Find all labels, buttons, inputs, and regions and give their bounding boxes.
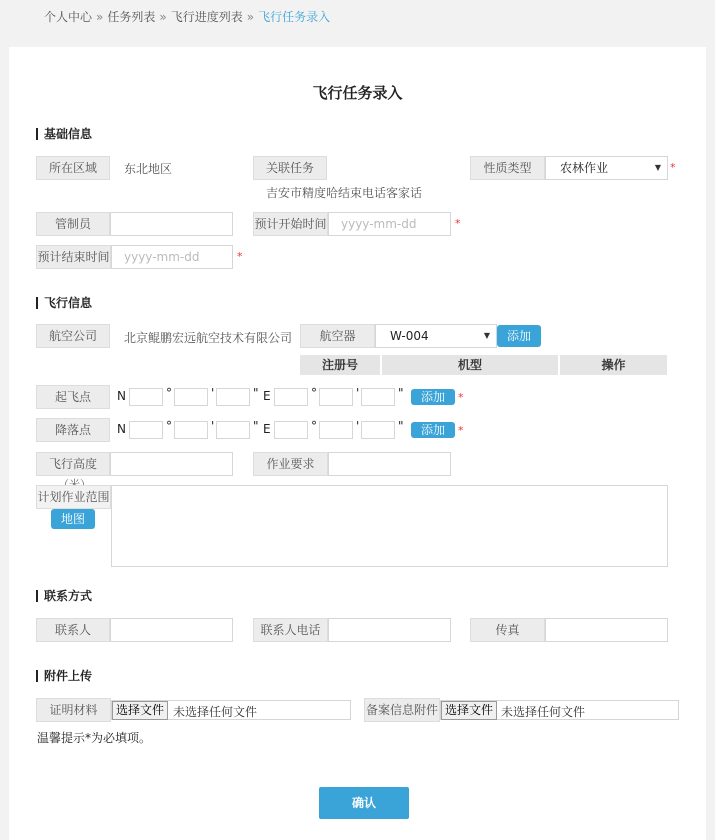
table-header-model: 机型 xyxy=(382,355,558,375)
takeoff-lon-second-input[interactable] xyxy=(361,388,395,406)
takeoff-lat-minute-input[interactable] xyxy=(174,388,208,406)
landing-lon-second-input[interactable] xyxy=(361,421,395,439)
east-label: E xyxy=(263,422,271,436)
contact-phone-label: 联系人电话 xyxy=(253,618,328,642)
fax-input[interactable] xyxy=(545,618,668,642)
aircraft-label: 航空器 xyxy=(300,324,375,348)
breadcrumb-separator: » xyxy=(246,10,255,24)
planned-range-label: 计划作业范围 xyxy=(36,485,111,509)
landing-lon-degree-input[interactable] xyxy=(274,421,308,439)
record-label: 备案信息附件 xyxy=(364,698,440,722)
degree-symbol: ° xyxy=(311,386,317,400)
aircraft-value: W-004 xyxy=(390,329,429,343)
required-mark: * xyxy=(455,217,461,230)
takeoff-lat-second-input[interactable] xyxy=(216,388,250,406)
breadcrumb-flight-progress-list[interactable]: 飞行进度列表 xyxy=(170,10,243,24)
takeoff-label: 起飞点 xyxy=(36,385,110,409)
confirm-button[interactable]: 确认 xyxy=(319,787,409,819)
required-mark: * xyxy=(670,161,676,174)
airline-value: 北京鲲鹏宏远航空技术有限公司 xyxy=(124,331,293,345)
map-button[interactable]: 地图 xyxy=(51,509,95,529)
proof-file-status: 未选择任何文件 xyxy=(173,705,258,719)
controller-label: 管制员 xyxy=(36,212,110,236)
takeoff-lon-minute-input[interactable] xyxy=(319,388,353,406)
fax-label: 传真 xyxy=(470,618,545,642)
contact-person-label: 联系人 xyxy=(36,618,110,642)
add-takeoff-button[interactable]: 添加 xyxy=(411,389,455,405)
breadcrumb xyxy=(44,8,330,25)
minute-symbol: ' xyxy=(356,419,360,433)
contact-person-input[interactable] xyxy=(110,618,233,642)
nature-type-value: 农林作业 xyxy=(560,161,609,175)
north-label: N xyxy=(117,422,126,436)
altitude-label: 飞行高度 xyxy=(36,452,110,476)
section-basic-info: 基础信息 xyxy=(36,128,92,140)
start-time-label: 预计开始时间 xyxy=(253,212,328,236)
section-flight-info: 飞行信息 xyxy=(36,297,92,309)
second-symbol: " xyxy=(253,419,259,433)
planned-range-textarea[interactable] xyxy=(111,485,668,567)
requirement-label: 作业要求 xyxy=(253,452,328,476)
requirement-input[interactable] xyxy=(328,452,451,476)
related-task-label: 关联任务 xyxy=(253,156,327,180)
degree-symbol: ° xyxy=(166,386,172,400)
airline-label: 航空公司 xyxy=(36,324,110,348)
end-time-label: 预计结束时间 xyxy=(36,245,111,269)
chevron-down-icon: ▼ xyxy=(654,163,661,172)
breadcrumb-separator: » xyxy=(159,10,167,24)
aircraft-select[interactable] xyxy=(375,324,497,348)
contact-phone-input[interactable] xyxy=(328,618,451,642)
breadcrumb-current: 飞行任务录入 xyxy=(258,10,331,24)
minute-symbol: ' xyxy=(211,386,215,400)
table-header-operation: 操作 xyxy=(560,355,667,375)
nature-type-label: 性质类型 xyxy=(470,156,545,180)
region-value: 东北地区 xyxy=(124,162,173,176)
landing-lat-degree-input[interactable] xyxy=(129,421,163,439)
second-symbol: " xyxy=(253,386,259,400)
proof-label: 证明材料 xyxy=(36,698,111,722)
end-time-input[interactable]: yyyy-mm-dd xyxy=(111,245,233,269)
breadcrumb-task-list[interactable]: 任务列表 xyxy=(107,10,156,24)
north-label: N xyxy=(117,389,126,403)
second-symbol: " xyxy=(398,419,404,433)
minute-symbol: ' xyxy=(356,386,360,400)
controller-input[interactable] xyxy=(110,212,233,236)
related-task-value: 吉安市精度哈结束电话客家话 xyxy=(266,186,423,200)
add-aircraft-button[interactable]: 添加 xyxy=(497,325,541,347)
altitude-unit xyxy=(58,476,91,484)
landing-lon-minute-input[interactable] xyxy=(319,421,353,439)
nature-type-select[interactable] xyxy=(545,156,668,180)
east-label: E xyxy=(263,389,271,403)
second-symbol: " xyxy=(398,386,404,400)
record-choose-file-button[interactable]: 选择文件 xyxy=(441,701,497,720)
degree-symbol: ° xyxy=(166,419,172,433)
page-title: 飞行任务录入 xyxy=(312,84,403,102)
table-header-registration: 注册号 xyxy=(300,355,380,375)
minute-symbol: ' xyxy=(211,419,215,433)
required-mark: * xyxy=(458,424,464,437)
takeoff-lat-degree-input[interactable] xyxy=(129,388,163,406)
required-mark: * xyxy=(237,250,243,263)
section-attachments: 附件上传 xyxy=(36,670,92,682)
required-mark: * xyxy=(458,391,464,404)
breadcrumb-separator: » xyxy=(96,10,104,24)
record-file-status: 未选择任何文件 xyxy=(501,705,586,719)
landing-label: 降落点 xyxy=(36,418,110,442)
section-contact: 联系方式 xyxy=(36,590,92,602)
region-label: 所在区域 xyxy=(36,156,110,180)
altitude-input[interactable] xyxy=(110,452,233,476)
takeoff-lon-degree-input[interactable] xyxy=(274,388,308,406)
required-tip: 温馨提示*为必填项。 xyxy=(37,731,152,745)
landing-lat-minute-input[interactable] xyxy=(174,421,208,439)
degree-symbol: ° xyxy=(311,419,317,433)
add-landing-button[interactable]: 添加 xyxy=(411,422,455,438)
landing-lat-second-input[interactable] xyxy=(216,421,250,439)
chevron-down-icon: ▼ xyxy=(483,331,490,340)
breadcrumb-personal-center[interactable]: 个人中心 xyxy=(44,10,93,24)
proof-choose-file-button[interactable]: 选择文件 xyxy=(112,701,168,720)
start-time-input[interactable]: yyyy-mm-dd xyxy=(328,212,451,236)
